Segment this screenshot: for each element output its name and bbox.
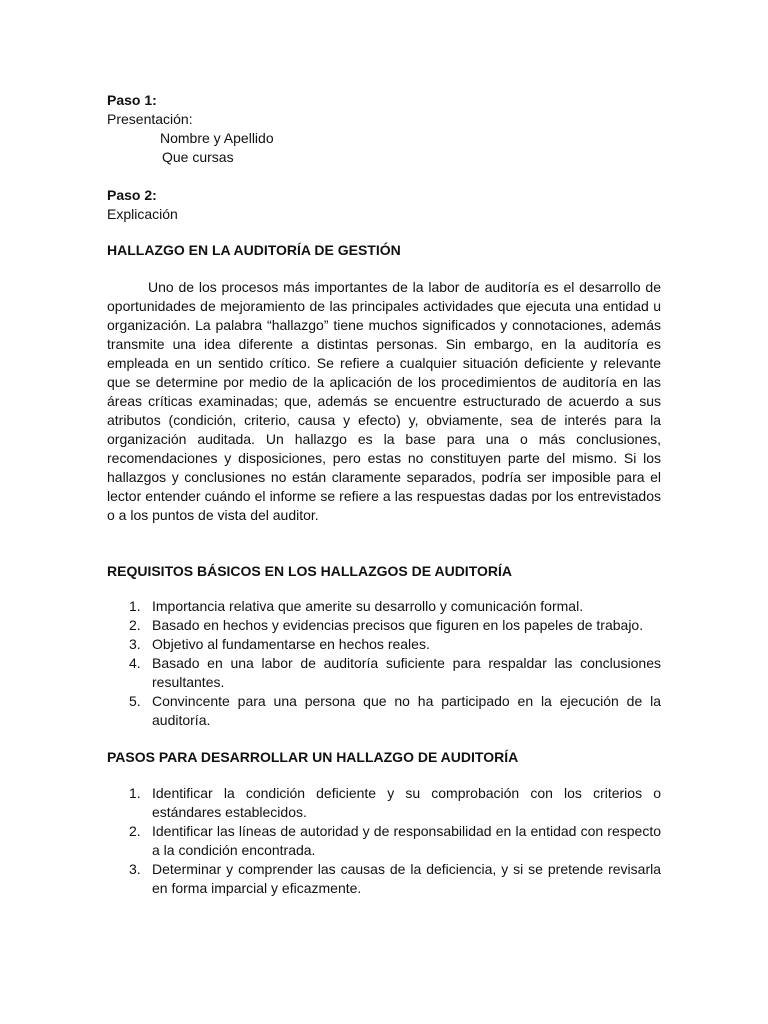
spacer bbox=[107, 167, 661, 186]
requisitos-list bbox=[107, 597, 661, 730]
list-text: Basado en hechos y evidencias precisos que figuren en los papeles de trabajo. bbox=[152, 617, 644, 633]
list-number: 3. bbox=[129, 636, 141, 652]
list-item bbox=[107, 822, 661, 860]
spacer bbox=[107, 730, 661, 748]
list-item bbox=[107, 654, 661, 692]
list-item bbox=[107, 635, 661, 654]
list-text: Identificar las líneas de autoridad y de responsabilidad en la entidad con respecto a la condición encontrada. bbox=[152, 823, 661, 858]
list-number: 1. bbox=[129, 785, 141, 801]
paso1-label: Presentación: bbox=[107, 111, 193, 127]
section-title-hallazgo: HALLAZGO EN LA AUDITORÍA DE GESTIÓN bbox=[107, 242, 401, 258]
list-text: Convincente para una persona que no ha participado en la ejecución de la auditoría. bbox=[152, 693, 661, 728]
paso1-item-cursas: Que cursas bbox=[162, 149, 234, 165]
section-title-pasos: PASOS PARA DESARROLLAR UN HALLAZGO DE AUDITORÍA bbox=[107, 749, 519, 765]
paso1-item-nombre: Nombre y Apellido bbox=[160, 130, 274, 146]
list-item bbox=[107, 860, 661, 898]
pasos-list bbox=[107, 784, 661, 898]
list-number: 5. bbox=[129, 693, 141, 709]
list-number: 1. bbox=[129, 598, 141, 614]
list-number: 3. bbox=[129, 861, 141, 877]
list-number: 4. bbox=[129, 655, 141, 671]
list-text: Objetivo al fundamentarse en hechos reales. bbox=[152, 636, 430, 652]
section-title-requisitos: REQUISITOS BÁSICOS EN LOS HALLAZGOS DE AUDITORÍA bbox=[107, 563, 512, 579]
paso2-label: Explicación bbox=[107, 206, 178, 222]
spacer bbox=[107, 767, 661, 784]
spacer bbox=[107, 525, 661, 562]
list-number: 2. bbox=[129, 823, 141, 839]
paragraph-text: Uno de los procesos más importantes de la labor de auditoría es el desarrollo de oportunidades de mejoramiento de las principales actividades que ejecuta una entidad u organización. La palabra “hallazgo” tiene muchos significados y connotaciones, además transmite una idea diferente a distintas personas. Sin embargo, en la auditoría es empleada en un sentido crítico. Se refiere a cualquier situación deficiente y relevante que se determine por medio de la aplicación de los procedimientos de auditoría en las áreas críticas examinadas; que, además se encuentre estructurado de acuerdo a sus atributos (condición, criterio, causa y efecto) y, obviamente, sea de interés para la organización auditada. Un hallazgo es la base para una o más conclusiones, recomendaciones y disposiciones, pero estas no constituyen parte del mismo. Si los hallazgos y conclusiones no están claramente separados, podría ser imposible para el lector entender cuándo el informe se refiere a las respuestas dadas por los entrevistados o a los puntos de vista del auditor. bbox=[107, 279, 661, 523]
list-item bbox=[107, 616, 661, 635]
paso2-heading: Paso 2: bbox=[107, 187, 157, 203]
list-item bbox=[107, 597, 661, 616]
paragraph-hallazgo bbox=[107, 278, 661, 525]
list-number: 2. bbox=[129, 617, 141, 633]
list-item bbox=[107, 692, 661, 730]
spacer bbox=[107, 260, 661, 278]
list-text: Determinar y comprender las causas de la deficiencia, y si se pretende revisarla en forma imparcial y eficazmente. bbox=[152, 861, 661, 896]
spacer bbox=[107, 581, 661, 597]
list-item bbox=[107, 784, 661, 822]
list-text: Identificar la condición deficiente y su comprobación con los criterios o estándares establecidos. bbox=[152, 785, 661, 820]
spacer bbox=[107, 224, 661, 241]
list-text: Basado en una labor de auditoría suficiente para respaldar las conclusiones resultantes. bbox=[152, 655, 661, 690]
list-text: Importancia relativa que amerite su desarrollo y comunicación formal. bbox=[152, 598, 584, 614]
paso1-heading: Paso 1: bbox=[107, 92, 157, 108]
